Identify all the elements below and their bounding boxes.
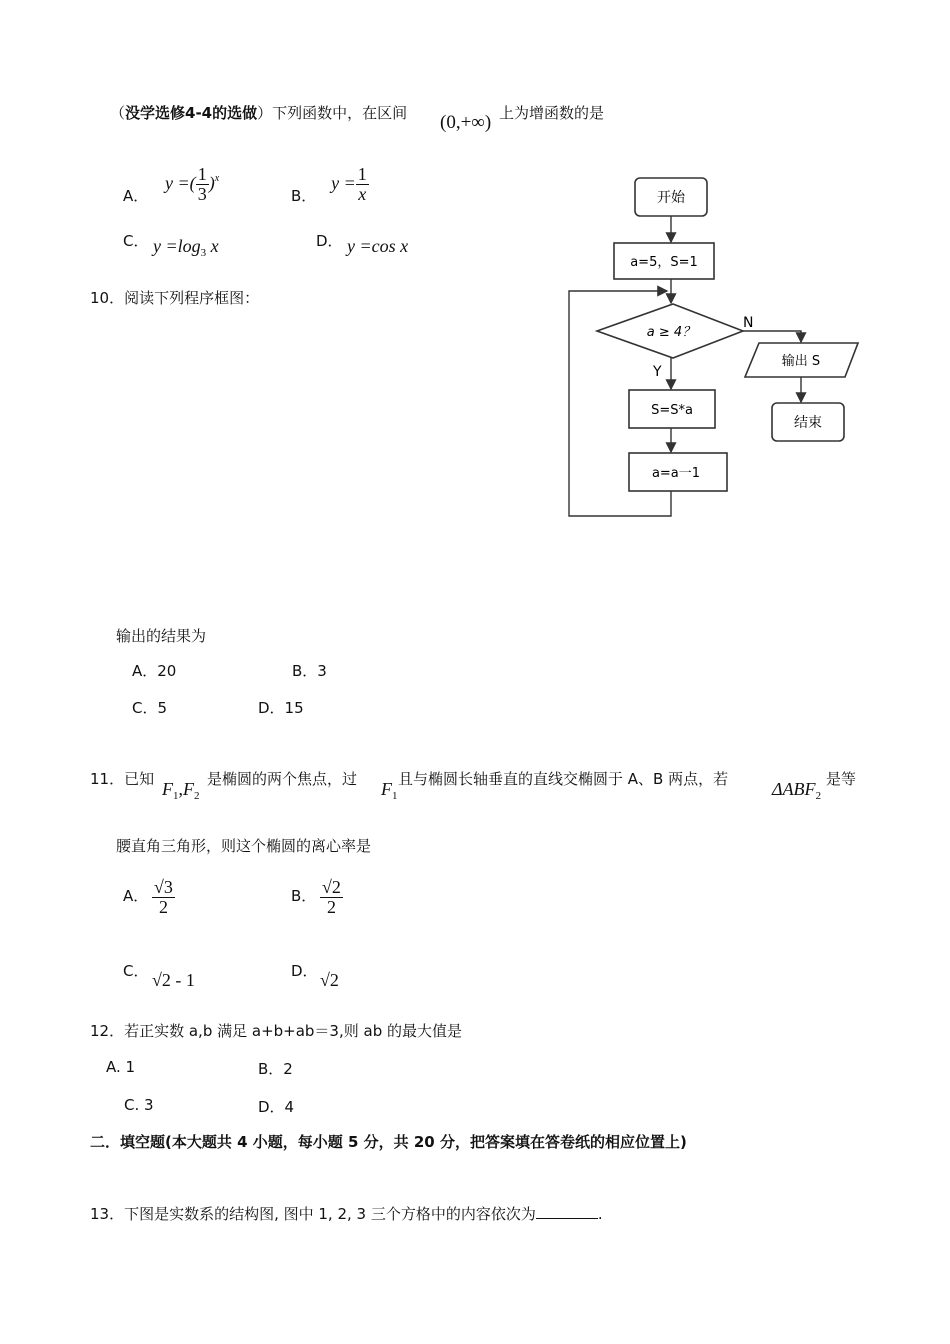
q12-option-c: C. 3 [124,1096,154,1114]
q9-option-c [123,230,148,251]
q11-option-a [123,885,148,906]
q11-option-c-formula: √2 - 1 [152,970,195,990]
q9-option-b [291,165,369,204]
q9-option-d-label: D． [316,232,343,250]
q11-number: 11． [90,770,125,788]
q10-stem-text: 阅读下列程序框图： [124,289,260,307]
q11-option-b [291,885,316,906]
q9-stem [110,102,407,123]
q9-option-c-formula [153,236,219,259]
q11-f1b-letter: F [381,779,392,799]
flowchart-end-label: 结束 [794,415,822,431]
q10-option-b: B．3 [292,662,327,680]
flowchart-step1-label: S=S*a [651,403,693,418]
q11-text-2: 是椭圆的两个焦点，过 [207,770,358,788]
q10-stem [90,287,259,308]
q9-interval: (0,+∞) [440,112,492,133]
flowchart-yes-label: Y [653,364,662,380]
flowchart-init-label: a=5，S=1 [630,255,698,270]
q13-stem-text: 13．下图是实数系的结构图, 图中 1, 2, 3 三个方格中的内容依次为 [90,1205,536,1223]
q10-option-d: D．15 [258,699,304,717]
q13-stem [90,1203,603,1224]
q11-b-den: 2 [326,896,336,917]
q9-option-b-formula [331,164,369,204]
q10-result-prompt: 输出的结果为 [116,627,207,645]
q10-option-c: C．5 [132,699,168,717]
q9-a-num: 1 [197,164,207,184]
q11-stem-line2: 腰直角三角形，则这个椭圆的离心率是 [116,837,372,855]
q9-c-sub: 3 [200,247,207,259]
q11-f2-letter: F [183,779,194,799]
q9-a-lhs: y =( [165,172,196,193]
flowchart-start-label: 开始 [657,190,685,206]
q9-a-exp: x [214,172,220,184]
q9-b-den: x [358,183,367,204]
q11-text-1: 已知 [124,770,155,788]
q13-period: . [597,1205,603,1223]
q9-option-d-formula: y =cos x [347,236,409,256]
q9-option-a-label: A． [123,186,149,205]
q12-option-d: D．4 [258,1098,295,1116]
section-fill-in-heading: 二．填空题(本大题共 4 小题，每小题 5 分，共 20 分，把答案填在答卷纸的相应位置上) [90,1133,687,1151]
q10-option-a: A．20 [132,662,177,680]
q11-option-d [291,960,318,981]
q11-f1-letter: F [162,779,173,799]
q11-a-den: 2 [158,896,168,917]
q9-c-lhs: y =log [153,236,201,256]
q10-number: 10． [90,289,125,307]
q9-elective-note: 没学选修4-4的选做 [125,104,258,122]
flowchart-step2-label: a=a一1 [651,466,701,481]
flowchart [555,170,875,530]
q9-a-rhs: ) [208,172,215,193]
q11-text-3: 且与椭圆长轴垂直的直线交椭圆于 A、B 两点，若 [398,770,729,788]
flowchart-condition-label: a ≥ 4？ [646,325,696,340]
q9-option-c-label: C． [123,232,149,250]
q11-b-num: √2 [322,877,341,897]
q9-stem-text: 下列函数中，在区间 [272,104,408,122]
q11-triangle: $\Delta ABF_2$ [772,779,822,802]
q11-a-num: √3 [154,877,173,897]
q9-stem-end: 上为增函数的是 [499,104,605,122]
q9-c-rhs: x [206,236,219,256]
q11-option-a-label: A． [123,887,149,905]
q13-answer-blank[interactable] [536,1204,598,1219]
q11-option-b-formula [320,878,343,917]
q9-a-den: 3 [197,183,207,204]
flowchart-output-label: 输出 S [781,354,821,369]
q11-foci: $F_1,F_2$ [162,779,200,802]
q11-option-c-label: C． [123,962,149,980]
q9-option-d [316,230,343,251]
q11-stem-line1 [90,768,154,789]
q11-text-4: 是等 [826,770,857,788]
q9-b-num: 1 [357,164,367,184]
q9-option-b-label: B． [291,186,317,205]
q9-option-a [123,165,219,204]
q12-stem: 12．若正实数 a,b 满足 a+b+ab＝3,则 ab 的最大值是 [90,1022,462,1040]
q9-b-lhs: y = [331,172,356,193]
q11-option-b-label: B． [291,887,317,905]
q12-option-b: B．2 [258,1060,293,1078]
q11-option-a-formula [152,878,175,917]
q11-option-d-formula: √2 [320,970,339,990]
q9-option-a-formula [165,164,220,204]
q9-paren-close: ） [257,104,273,122]
q12-option-a: A. 1 [106,1058,136,1076]
q11-option-d-label: D． [291,962,318,980]
q11-triangle-text: ΔABF [772,779,816,799]
flowchart-no-label: N [743,315,754,331]
q11-f1: $F_1$ [381,779,398,802]
q11-option-c [123,960,148,981]
q9-paren-open: （ [110,104,126,122]
